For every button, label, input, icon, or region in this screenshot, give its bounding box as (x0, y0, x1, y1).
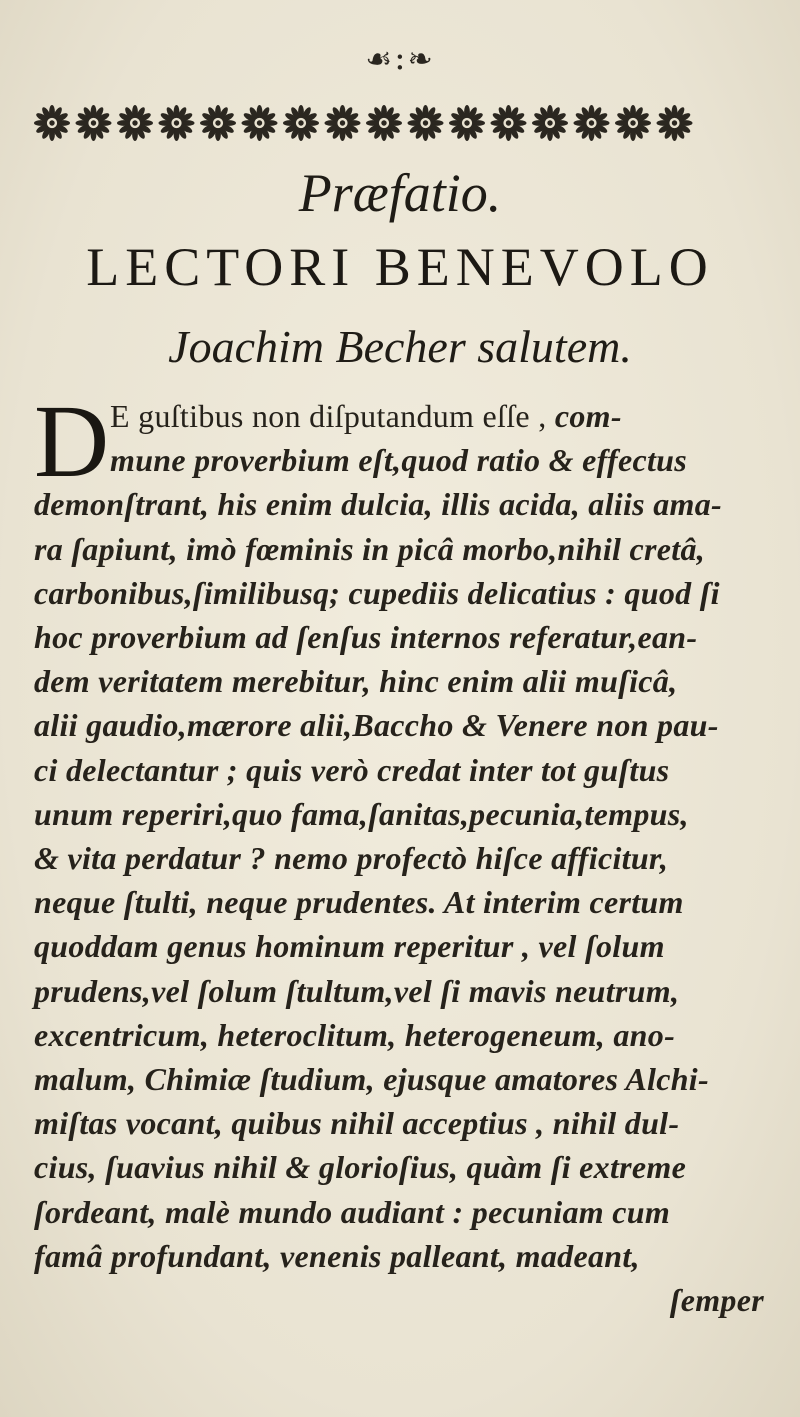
rosette-icon (532, 105, 568, 141)
text-line-19: ſordeant, malè mundo audiant : pecuniam cum (34, 1193, 671, 1230)
text-line-13: quoddam genus hominum reperitur , vel ſolum (34, 928, 665, 965)
catchword: ſemper (669, 1282, 764, 1319)
dedication-heading: LECTORI BENEVOLO (86, 237, 714, 297)
rosette-icon (574, 105, 610, 141)
text-line-6: hoc proverbium ad ſenſus internos referatur,ean- (34, 619, 698, 656)
header-ornament (0, 38, 800, 78)
text-line-1 (34, 394, 774, 438)
rosette-icon (407, 105, 443, 141)
text-line-16: malum, Chimiæ ſtudium, ejusque amatores Alchi- (34, 1061, 709, 1098)
rosette-icon (283, 105, 319, 141)
rosette-border (30, 92, 710, 154)
rosette-icon (117, 105, 153, 141)
text-line-8: alii gaudio,mærore alii,Baccho & Venere non pau- (34, 707, 719, 744)
page-title: Præfatio. (298, 163, 502, 223)
text-line-10: unum reperiri,quo fama,ſanitas,pecunia,tempus, (34, 795, 689, 832)
text-line-5: carbonibus,ſimilibusq; cupediis delicatius : quod ſi (34, 574, 720, 611)
ornament-colon: : (394, 38, 408, 78)
text-line-2: mune proverbium eſt,quod ratio & effectus (110, 442, 688, 479)
text-line-14: prudens,vel ſolum ſtultum,vel ſi mavis neutrum, (34, 972, 680, 1009)
rosette-icon (366, 105, 402, 141)
text-line-15: excentricum, heteroclitum, heterogeneum, ano- (34, 1016, 676, 1053)
text-line-1-roman: E guſtibus non diſputandum eſſe , (110, 398, 547, 434)
rosette-icon (34, 105, 70, 141)
rosette-border-icon (30, 92, 710, 154)
preface-text (34, 384, 774, 1322)
rosette-icon (490, 105, 526, 141)
fleuron-right-icon: ❧ (407, 42, 435, 77)
text-line-20: famâ profundant, venenis palleant, madeant, (34, 1237, 640, 1274)
text-line-3: demonſtrant, his enim dulcia, illis acida, aliis ama- (34, 486, 722, 523)
text-line-4: ra ſapiunt, imò fœminis in picâ morbo,nihil cretâ, (34, 530, 706, 567)
rosette-icon (657, 105, 693, 141)
drop-cap: D (34, 384, 110, 499)
author-greeting: Joachim Becher salutem. (168, 321, 632, 372)
text-line-7: dem veritatem merebitur, hinc enim alii muſicâ, (34, 663, 678, 700)
rosette-icon (242, 105, 278, 141)
fleuron-left-icon: ☙ (365, 42, 395, 77)
text-line-1-italic: com- (554, 398, 622, 434)
text-line-11: & vita perdatur ? nemo profectò hiſce afficitur, (34, 840, 669, 877)
rosette-icon (200, 105, 236, 141)
text-line-18: cius, ſuavius nihil & glorioſius, quàm ſi extreme (34, 1149, 687, 1186)
rosette-icon (324, 105, 360, 141)
text-line-9: ci delectantur ; quis verò credat inter tot guſtus (34, 751, 670, 788)
rosette-icon (449, 105, 485, 141)
text-line-12: neque ſtulti, neque prudentes. At interim certum (34, 884, 684, 921)
text-line-17: miſtas vocant, quibus nihil acceptius , nihil dul- (34, 1105, 680, 1142)
rosette-icon (615, 105, 651, 141)
rosette-icon (159, 105, 195, 141)
rosette-icon (76, 105, 112, 141)
